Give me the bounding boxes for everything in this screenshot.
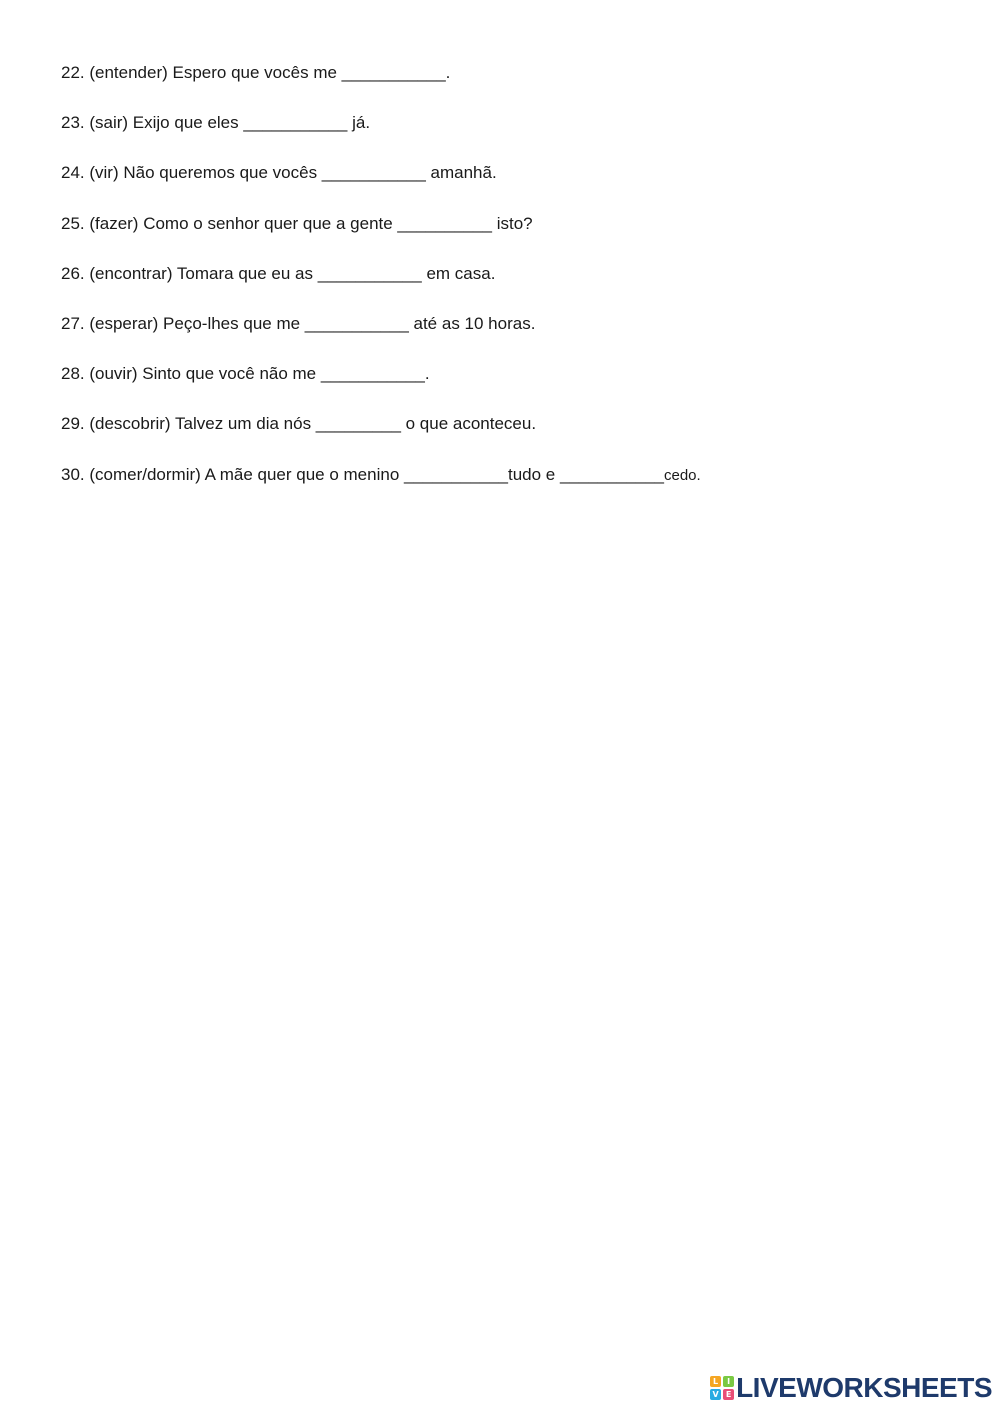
liveworksheets-logo-icon bbox=[710, 1376, 734, 1400]
exercise-26: 26. (encontrar) Tomara que eu as ___________ em casa. bbox=[61, 263, 496, 283]
exercise-30-text: 30. (comer/dormir) A mãe quer que o menino ___________tudo e ___________ bbox=[61, 464, 664, 484]
exercise-30-tail: cedo. bbox=[664, 466, 701, 484]
liveworksheets-wordmark: LIVEWORKSHEETS bbox=[736, 1372, 992, 1403]
logo-tile: I bbox=[723, 1376, 734, 1387]
exercise-22: 22. (entender) Espero que vocês me ___________. bbox=[61, 63, 451, 82]
logo-tile: L bbox=[710, 1376, 721, 1387]
exercise-28: 28. (ouvir) Sinto que você não me ___________. bbox=[61, 364, 430, 384]
exercise-24: 24. (vir) Não queremos que vocês ___________ amanhã. bbox=[61, 163, 497, 183]
exercise-27: 27. (esperar) Peço-lhes que me ___________ até as 10 horas. bbox=[61, 313, 536, 333]
exercise-30 bbox=[61, 462, 961, 488]
worksheet bbox=[61, 60, 961, 512]
exercise-25: 25. (fazer) Como o senhor quer que a gente __________ isto? bbox=[61, 213, 533, 233]
liveworksheets-brand bbox=[710, 1371, 992, 1405]
exercise-23: 23. (sair) Exijo que eles ___________ já. bbox=[61, 113, 371, 133]
exercise-29: 29. (descobrir) Talvez um dia nós _________ o que aconteceu. bbox=[61, 414, 537, 434]
logo-tile: E bbox=[723, 1389, 734, 1400]
logo-tile: V bbox=[710, 1389, 721, 1400]
